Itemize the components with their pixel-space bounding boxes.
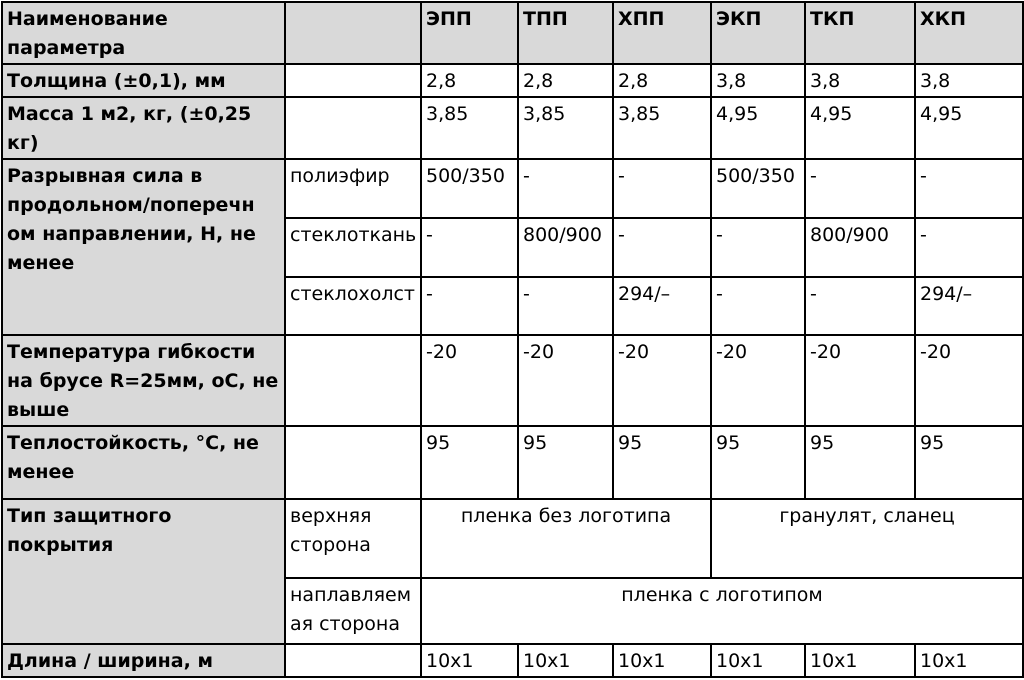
value-cell: - [915, 218, 1023, 277]
value-cell: 95 [805, 426, 915, 499]
code-header: ХКП [915, 2, 1023, 64]
value-cell: 4,95 [915, 97, 1023, 159]
value-cell: - [711, 277, 805, 335]
code-header: ЭКП [711, 2, 805, 64]
tensile-row [2, 159, 1023, 217]
code-header: ХПП [613, 2, 711, 64]
sub-label: стеклохолст [285, 277, 421, 335]
flex-temp-row [2, 335, 1023, 426]
coating-row [2, 499, 1023, 577]
value-cell: 500/350 [421, 159, 518, 217]
value-cell: 294/– [613, 277, 711, 335]
heat-resist-row [2, 426, 1023, 499]
row-label: Масса 1 м2, кг, (±0,25 кг) [2, 97, 285, 159]
value-cell: - [805, 277, 915, 335]
value-cell: 10х1 [421, 644, 518, 677]
sub-label: верхняя сторона [285, 499, 421, 577]
value-cell: 4,95 [805, 97, 915, 159]
empty-cell [285, 644, 421, 677]
sub-label: стеклоткань [285, 218, 421, 277]
value-cell: 294/– [915, 277, 1023, 335]
code-header: ЭПП [421, 2, 518, 64]
mass-row [2, 97, 1023, 159]
value-cell: 95 [711, 426, 805, 499]
empty-cell [285, 426, 421, 499]
sub-label: полиэфир [285, 159, 421, 217]
value-cell: - [421, 277, 518, 335]
dimensions-row [2, 644, 1023, 677]
empty-cell [285, 64, 421, 97]
sub-label: наплавляем ая сторона [285, 578, 421, 644]
row-label: Температура гибкости на брусе R=25мм, оС, не выше [2, 335, 285, 426]
sub-header [285, 2, 421, 64]
value-cell: - [518, 277, 613, 335]
code-header: ТПП [518, 2, 613, 64]
value-cell: -20 [518, 335, 613, 426]
value-cell: 800/900 [518, 218, 613, 277]
value-cell: 3,85 [421, 97, 518, 159]
value-cell: 4,95 [711, 97, 805, 159]
value-cell: -20 [805, 335, 915, 426]
row-label: Теплостойкость, °С, не менее [2, 426, 285, 499]
value-cell: - [421, 218, 518, 277]
value-cell: 3,85 [613, 97, 711, 159]
value-cell: 3,8 [711, 64, 805, 97]
value-cell: - [613, 159, 711, 217]
empty-cell [285, 97, 421, 159]
value-cell: 10х1 [518, 644, 613, 677]
value-cell: - [915, 159, 1023, 217]
value-cell: 95 [421, 426, 518, 499]
value-cell: - [805, 159, 915, 217]
value-cell: - [613, 218, 711, 277]
value-cell: 95 [915, 426, 1023, 499]
value-cell: -20 [711, 335, 805, 426]
value-cell: 500/350 [711, 159, 805, 217]
value-cell: - [518, 159, 613, 217]
value-cell: - [711, 218, 805, 277]
row-label: Толщина (±0,1), мм [2, 64, 285, 97]
value-cell: 2,8 [518, 64, 613, 97]
value-cell: 3,8 [805, 64, 915, 97]
code-header: ТКП [805, 2, 915, 64]
header-row [2, 2, 1023, 64]
merged-value-cell: пленка без логотипа [421, 499, 711, 577]
param-header: Наименование параметра [2, 2, 285, 64]
value-cell: 2,8 [421, 64, 518, 97]
value-cell: 95 [518, 426, 613, 499]
value-cell: -20 [613, 335, 711, 426]
merged-value-cell: пленка с логотипом [421, 578, 1023, 644]
merged-value-cell: гранулят, сланец [711, 499, 1023, 577]
row-label: Длина / ширина, м [2, 644, 285, 677]
value-cell: 10х1 [805, 644, 915, 677]
value-cell: 2,8 [613, 64, 711, 97]
value-cell: -20 [915, 335, 1023, 426]
value-cell: 3,85 [518, 97, 613, 159]
row-label: Разрывная сила в продольном/поперечн ом направлении, Н, не менее [2, 159, 285, 335]
thickness-row [2, 64, 1023, 97]
value-cell: 95 [613, 426, 711, 499]
value-cell: 10х1 [613, 644, 711, 677]
value-cell: 10х1 [711, 644, 805, 677]
empty-cell [285, 335, 421, 426]
value-cell: -20 [421, 335, 518, 426]
value-cell: 3,8 [915, 64, 1023, 97]
value-cell: 800/900 [805, 218, 915, 277]
row-label: Тип защитного покрытия [2, 499, 285, 643]
spec-table [1, 1, 1024, 678]
value-cell: 10х1 [915, 644, 1023, 677]
